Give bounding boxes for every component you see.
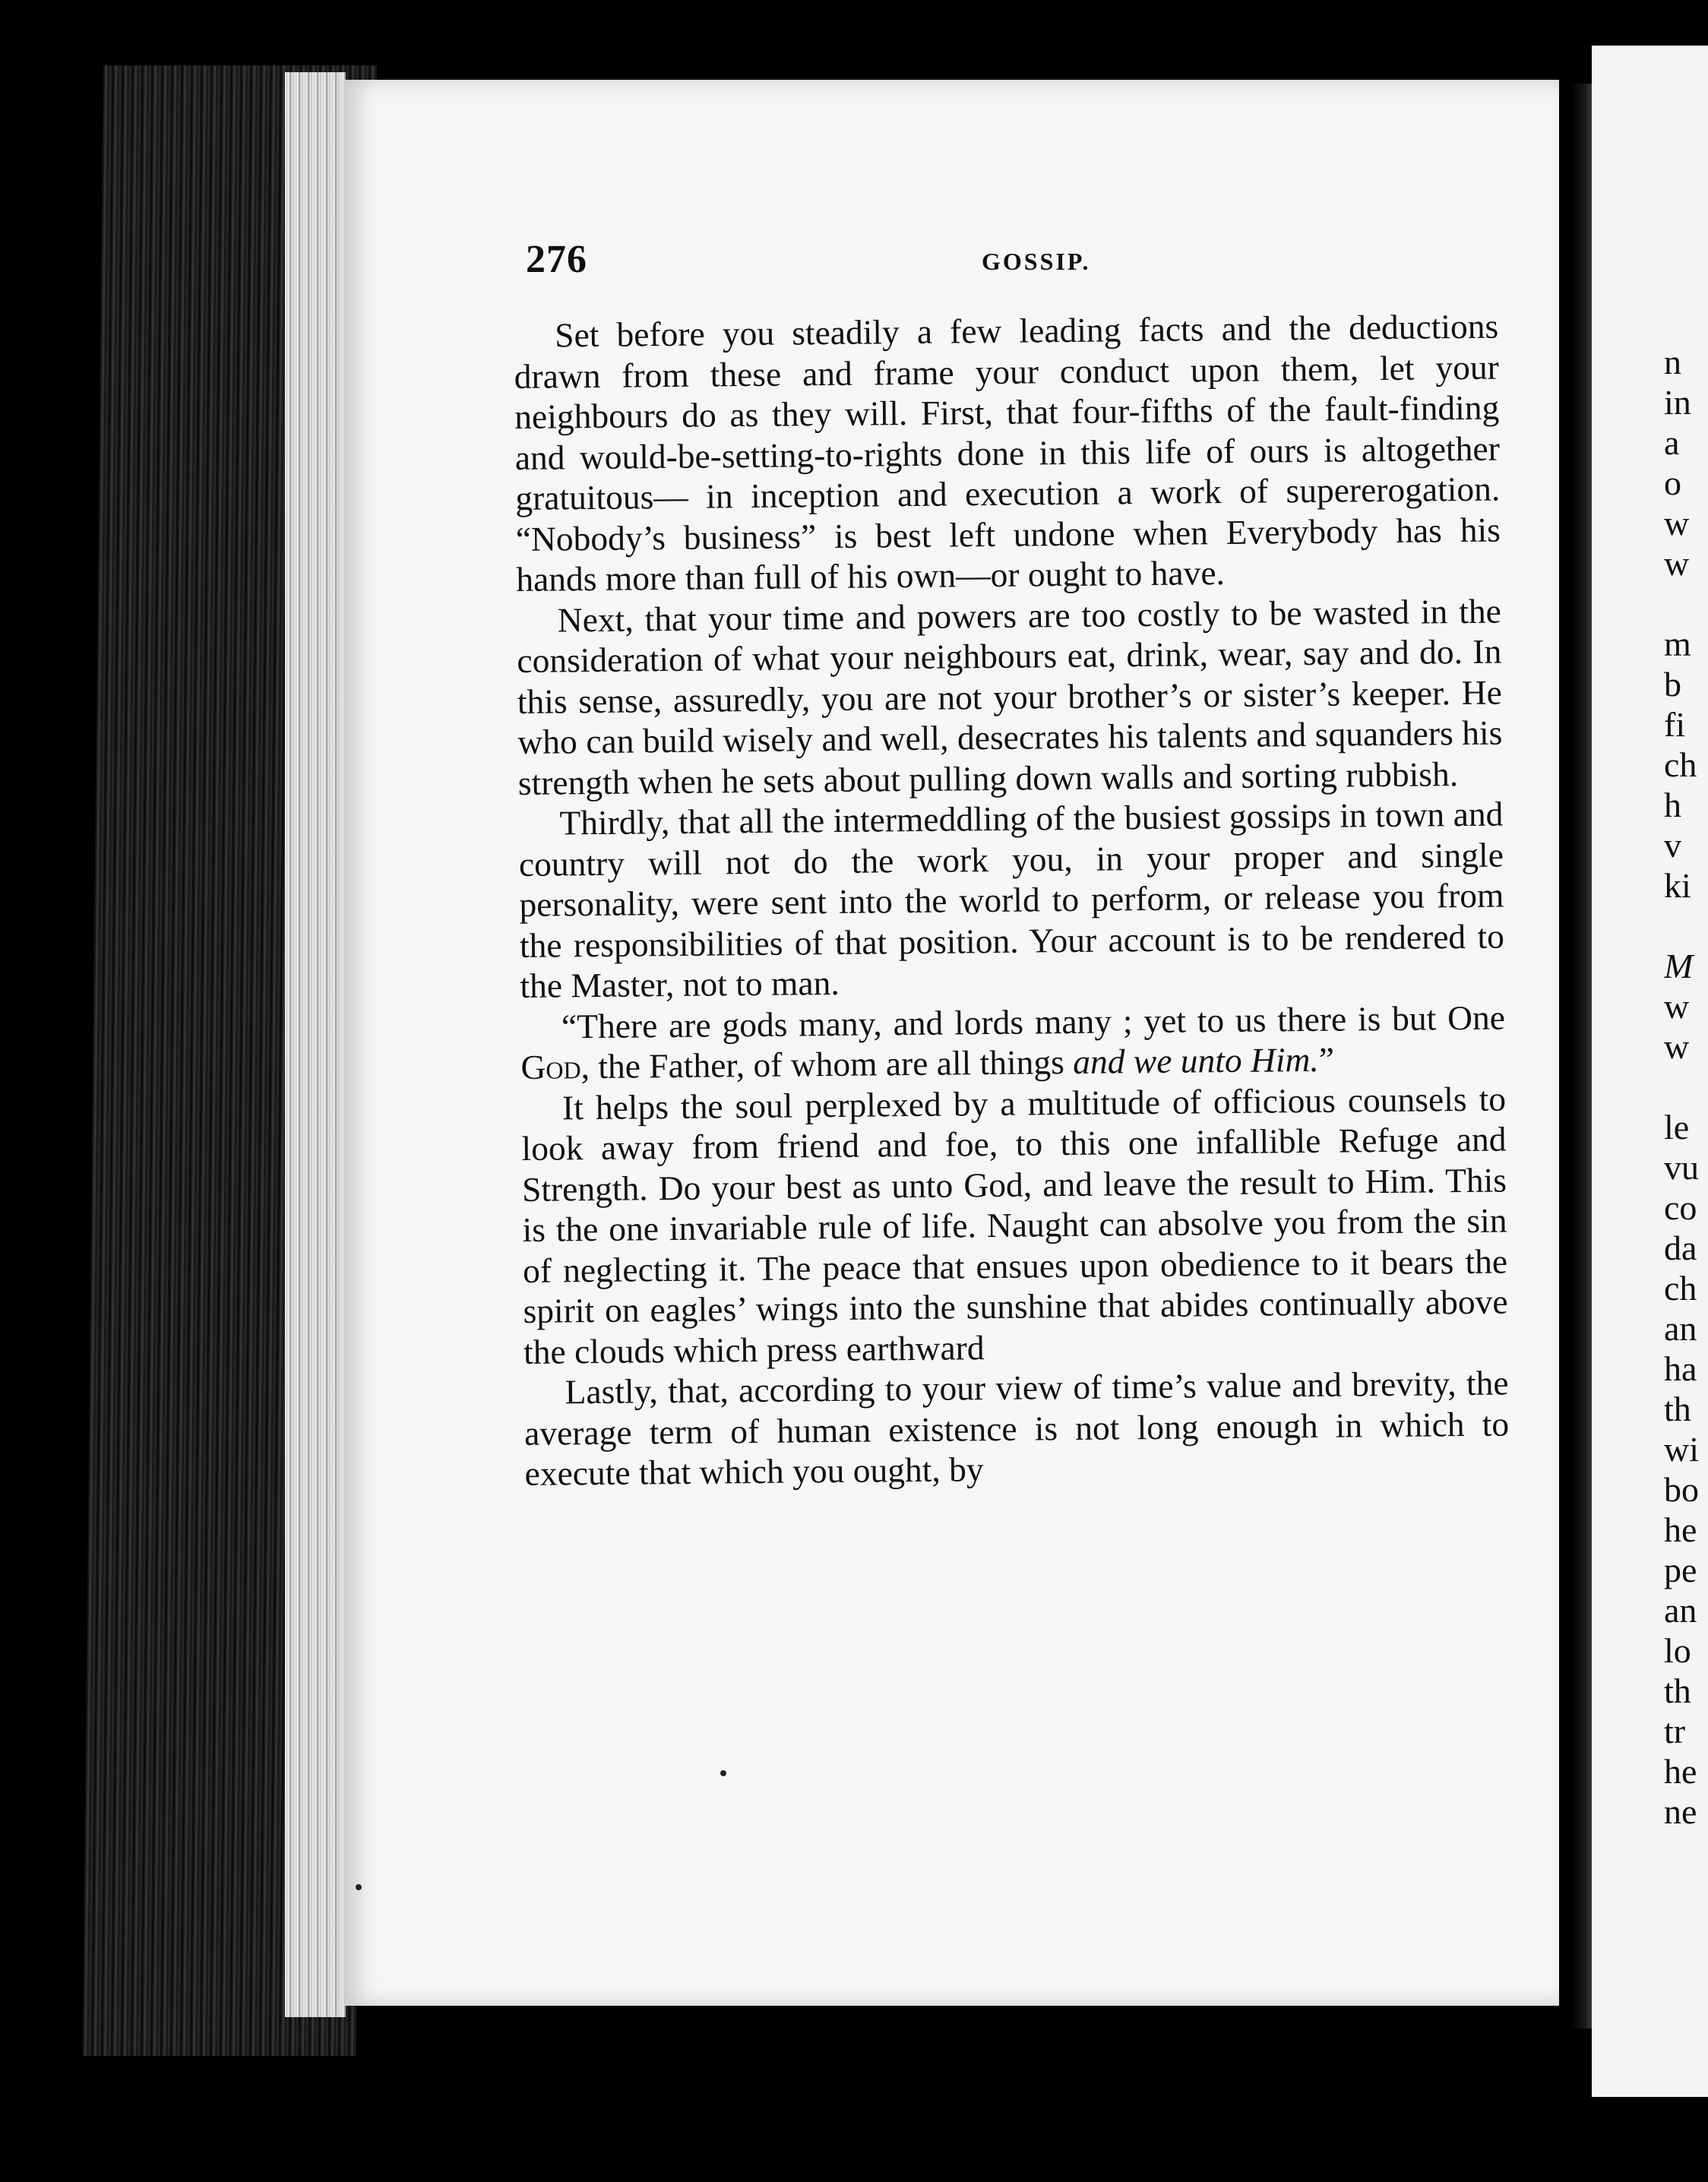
facing-page-fragment: ki bbox=[1664, 866, 1691, 905]
scripture-quote bbox=[520, 997, 1506, 1087]
facing-page-fragment: fi bbox=[1664, 705, 1686, 744]
facing-page-fragment: le bbox=[1664, 1108, 1690, 1146]
facing-page-fragment: b bbox=[1664, 665, 1681, 704]
facing-page-fragment: co bbox=[1664, 1188, 1697, 1227]
facing-page-fragment: w bbox=[1664, 987, 1690, 1026]
facing-page-fragment: wi bbox=[1664, 1430, 1699, 1469]
facing-page-fragment: v bbox=[1664, 826, 1681, 865]
facing-page-fragment bbox=[1664, 906, 1708, 946]
facing-page-fragment: th bbox=[1664, 1671, 1691, 1710]
facing-page-fragment: bo bbox=[1664, 1470, 1699, 1509]
book-gutter bbox=[1571, 84, 1594, 2029]
facing-page-fragment: he bbox=[1664, 1510, 1697, 1549]
facing-page-fragment: in bbox=[1664, 383, 1691, 422]
facing-page-fragment: a bbox=[1664, 423, 1680, 462]
facing-page-fragment: he bbox=[1664, 1752, 1697, 1791]
paragraph-lastly: Lastly, that, according to your view of time’s value and brevity, the average term of human existence is not long enough in which to execute that which you ought, by bbox=[523, 1363, 1510, 1493]
body-text bbox=[514, 306, 1510, 1494]
facing-page-fragment: w bbox=[1664, 544, 1690, 583]
facing-page-fragment: m bbox=[1664, 625, 1691, 663]
facing-page-fragment: vu bbox=[1664, 1148, 1699, 1187]
facing-page-fragment: n bbox=[1664, 343, 1681, 381]
paragraph-it-helps: It helps the soul perplexed by a multitude of officious counsels to look away from friend and foe, to this one infallible Refuge and Strength. Do your best as unto God, and leave the result to Him. This is the one invariable rule of life. Naught can absolve you from the sin of neglecting it. The peace that ensues upon obedience to it bears the spirit on eagles’ wings into the sunshine that abides continually above the clouds which press earthward bbox=[521, 1079, 1508, 1371]
running-head: GOSSIP. bbox=[982, 248, 1091, 275]
facing-page-text-fragments bbox=[1664, 342, 1708, 1832]
facing-page-fragment: h bbox=[1664, 786, 1681, 824]
facing-page-fragment: lo bbox=[1664, 1631, 1691, 1670]
facing-page-fragment: ha bbox=[1664, 1349, 1697, 1388]
quote-god: God bbox=[520, 1047, 581, 1086]
facing-page-fragment: w bbox=[1664, 504, 1690, 542]
quote-end: ” bbox=[1318, 1039, 1335, 1079]
speck bbox=[356, 1884, 362, 1890]
quote-start: “There are gods many, and lords many ; yet to us there is but One bbox=[561, 998, 1506, 1045]
paragraph-next: Next, that your time and powers are too costly to be wasted in the consideration of what your neighbours eat, drink, wear, say and do. In this sense, assuredly, you are not your brother’s or sister’s keeper. He who can build wisely and well, desecrates his talents and squanders his strength when he sets about pulling down walls and sorting rubbish. bbox=[517, 591, 1503, 802]
page-number: 276 bbox=[526, 238, 587, 281]
facing-page-fragment: ch bbox=[1664, 745, 1697, 784]
facing-page-fragment: ne bbox=[1664, 1792, 1697, 1831]
facing-page-fragment: w bbox=[1664, 1027, 1690, 1066]
facing-page-fragment: th bbox=[1664, 1390, 1691, 1428]
facing-page-fragment: tr bbox=[1664, 1712, 1686, 1750]
facing-page-fragment: da bbox=[1664, 1229, 1697, 1267]
facing-page-fragment: o bbox=[1664, 463, 1681, 502]
paragraph-set-before: Set before you steadily a few leading facts and the deductions drawn from these and frame your conduct upon them, let your neighbours do as they will. First, that four-fifths of the fault-finding and would-be-setting-to-rights done in this life of ours is altogether gratuitous— in inception and execution a work of supererogation. “Nobody’s business” is best left undone when Everybody has his hands more than full of his own—or ought to have. bbox=[514, 306, 1501, 599]
paragraph-thirdly: Thirdly, that all the intermeddling of the busiest gossips in town and country will not do the work you, in your proper and single personality, were sent into the world to perform, or release you from the responsibilities of that position. Your account is to be rendered to the Master, not to man. bbox=[518, 794, 1505, 1005]
facing-page-fragment: ch bbox=[1664, 1269, 1697, 1308]
quote-middle: , the Father, of whom are all things bbox=[580, 1042, 1074, 1086]
quote-italic: and we unto Him. bbox=[1072, 1039, 1319, 1081]
facing-page-fragment: an bbox=[1664, 1309, 1697, 1348]
page-header bbox=[526, 237, 1491, 283]
page-edge-strip bbox=[285, 72, 346, 2017]
facing-page-fragment: an bbox=[1664, 1591, 1697, 1630]
facing-page-fragment: M bbox=[1664, 947, 1694, 985]
facing-page-fragment bbox=[1664, 583, 1708, 624]
speck bbox=[720, 1770, 726, 1776]
facing-page-fragment bbox=[1664, 1067, 1708, 1107]
facing-page-fragment: pe bbox=[1664, 1551, 1697, 1589]
